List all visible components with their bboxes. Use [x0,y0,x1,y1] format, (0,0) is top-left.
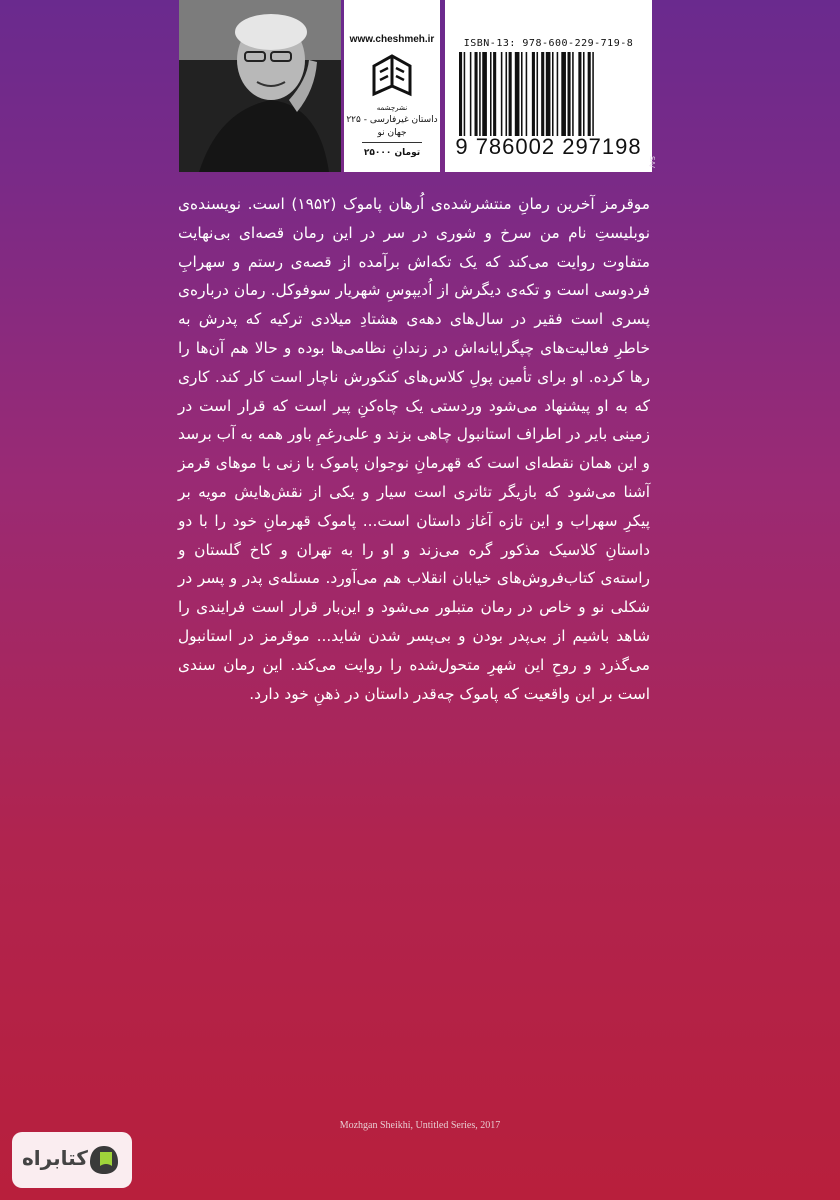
barcode-bar [464,52,466,136]
barcode-bar [552,52,554,136]
price-label: ۲۵۰۰۰ تومان [363,148,421,158]
barcode-bar [557,52,559,136]
barcode-bar [588,52,591,136]
cheshmeh-logo-icon [370,50,414,102]
publisher-collection: جهان نو [377,128,407,138]
author-photo [179,0,341,172]
book-blurb: موقرمز آخرین رمانِ منتشرشده‌ی اُرهان پاموک (۱۹۵۲) است. نویسنده‌ی نوبلیستِ نام من سرخ و شوری در سر در این رمان قصه‌ای بی‌نهایت متفاوت روایت می‌کند که یک تکه‌اش برآمده از قصه‌ی رستم و سهرابِ فردوسی است و تکه‌ی دیگرش از اُدیپوسِ شهریار سوفوکل. رمان درباره‌ی پسری است فقیر در سال‌های دهه‌ی هشتادِ میلادی ترکیه که پدرش به خاطرِ فعالیت‌های چپگرایانه‌اش در زندانِ نظامی‌ها بوده و حالا هم آن‌ها را رها کرده. او برای تأمین پولِ کلاس‌های کنکورش ناچار است کار کند. کاری که به او پیشنهاد می‌شود وردستی یک چاه‌کنِ پیر است که قرار است در زمینی بایر در اطراف استانبول چاهی بزند و علی‌رغمِ باور همه به آب برسد و این همان نقطه‌ای است که قهرمانِ نوجوان پاموک با زنی با موهای قرمز آشنا می‌شود که بازیگر تئاتری است سیار و یکی از نقش‌هایش مویه بر پیکرِ سهراب و این تازه آغاز داستان است... پاموک قهرمانِ خود را با دو داستانِ کلاسیک مذکور گره می‌زند و او را به تهران و کاخ گلستان و راسته‌ی کتاب‌فروش‌های خیابان انقلاب هم می‌آورد. مسئله‌ی پدر و پسر در شکلی نو و خاص در رمان متبلور می‌شود و این‌بار قرار است فرایندی را شاهد باشیم از بی‌پدر بودن و بی‌پسر شدن شاید... موقرمز در استانبول می‌گذرد و روحِ این شهرِ متحول‌شده را روایت می‌کند. این رمان سندی است بر این واقعیت که پاموک چه‌قدر داستان در ذهنِ خود دارد. [178,195,650,703]
barcode-bar [515,52,520,136]
cover-art-credit: Mozhgan Sheikhi, Untitled Series, 2017 [339,1120,501,1131]
barcode-bar [561,52,566,136]
barcode-bar [470,52,472,136]
barcode-bar [537,52,539,136]
barcode-bar [592,52,594,136]
barcode-box [445,0,652,172]
side-code: SA/ [648,156,656,168]
barcode-bar [479,52,481,136]
barcode-bar [572,52,574,136]
barcode-bar [493,52,496,136]
barcode-bar [475,52,478,136]
barcode-bar [459,52,462,136]
barcode-bar [501,52,503,136]
barcode-icon [459,52,639,136]
watermark-text: کتابراه [22,1146,88,1170]
barcode-bar [526,52,528,136]
barcode-bar [532,52,535,136]
divider [362,142,422,143]
barcode-bar [521,52,523,136]
publisher-info-box [344,0,440,172]
barcode-bar [583,52,585,136]
barcode-bar [506,52,508,136]
publisher-name: نشرچشمه [376,104,408,112]
watermark [12,1132,132,1188]
barcode-digits: 9 786002 297198 [455,134,642,159]
isbn-label: ISBN-13: 978-600-229-719-8 [463,38,634,49]
publisher-url: www.cheshmeh.ir [349,34,435,45]
taaghche-leaf-icon [88,1144,120,1176]
barcode-bar [546,52,551,136]
barcode-bar [541,52,544,136]
barcode-bar [578,52,581,136]
barcode-bar [490,52,492,136]
barcode-bar [482,52,487,136]
barcode-bar [509,52,512,136]
publisher-series: داستان غیرفارسی - ۲۲۵ [346,115,438,125]
barcode-bar [568,52,571,136]
